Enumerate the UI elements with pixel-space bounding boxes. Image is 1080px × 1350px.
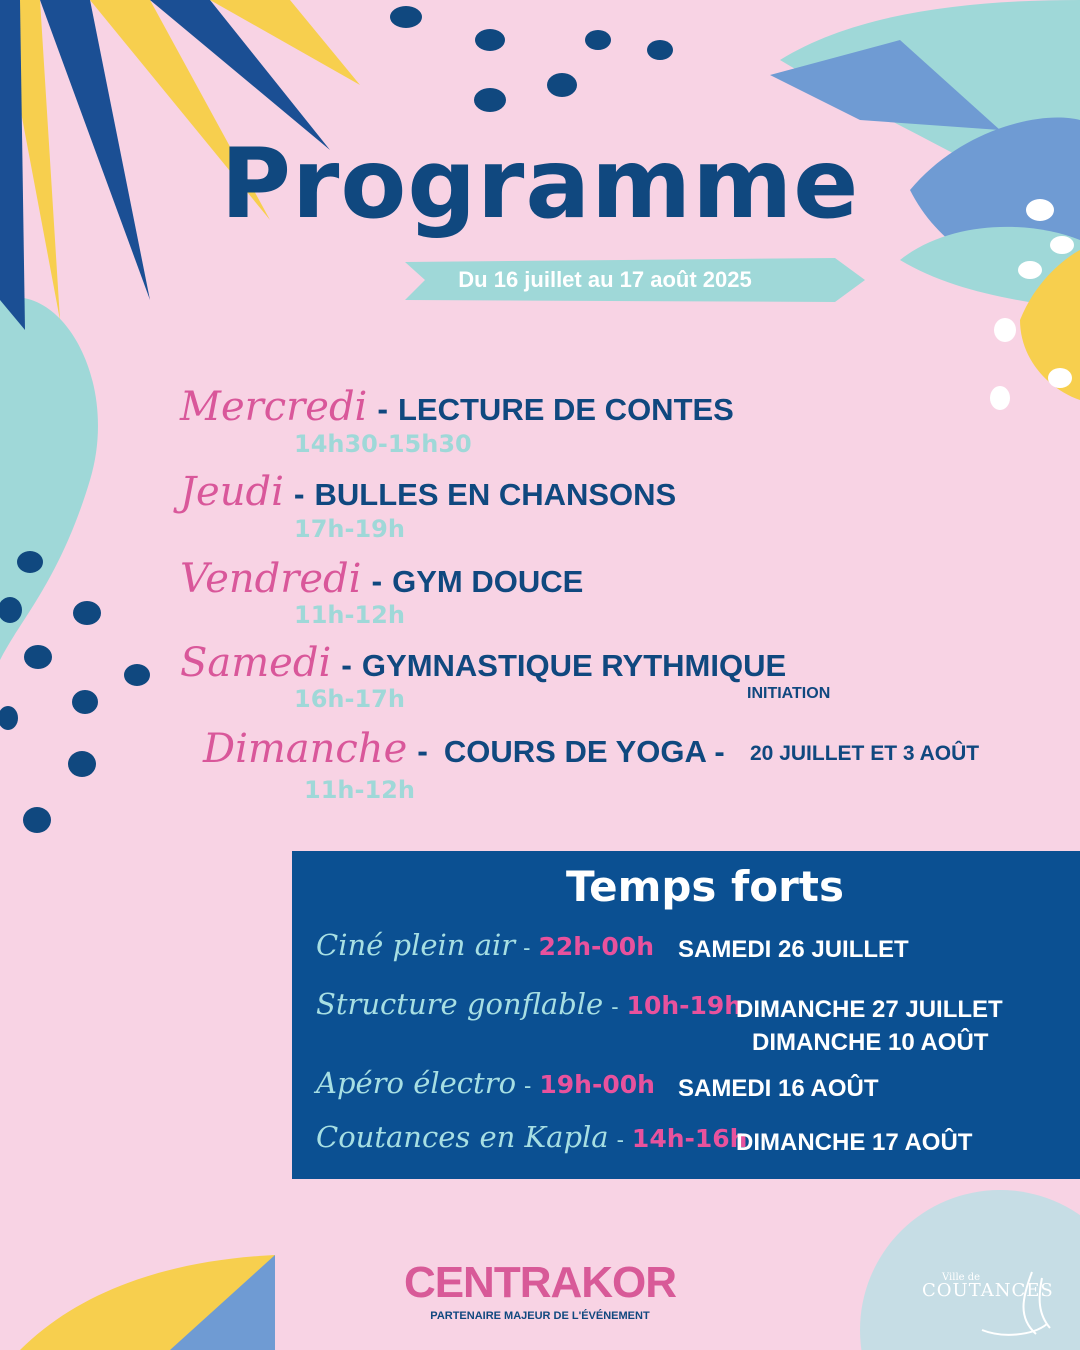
event-date: DIMANCHE 10 AOÛT [752, 1029, 989, 1056]
day-label: Jeudi [180, 469, 284, 515]
time-label: 16h-17h [294, 685, 405, 713]
activity-label: BULLES EN CHANSONS [314, 477, 677, 512]
event-name: Ciné plein air [316, 928, 516, 962]
sponsor-name: CENTRAKOR [403, 1258, 677, 1307]
programme-item-jeudi: Jeudi - BULLES EN CHANSONS [180, 469, 677, 515]
sponsor-subtitle: PARTENAIRE MAJEUR DE L'ÉVÉNEMENT [430, 1310, 650, 1322]
time-label: 11h-12h [304, 776, 415, 804]
programme-item-samedi: Samedi - GYMNASTIQUE RYTHMIQUE [180, 640, 787, 686]
activity-label: COURS DE YOGA - [443, 734, 725, 769]
note-label: 20 JUILLET ET 3 AOÛT [750, 742, 980, 765]
day-label: Vendredi [180, 556, 362, 602]
event-time: 22h-00h [538, 932, 655, 961]
temps-fort-item: Ciné plein air - 22h-00h [316, 928, 655, 962]
time-label: 11h-12h [294, 601, 405, 629]
temps-fort-item: Apéro électro - 19h-00h [316, 1066, 655, 1100]
time-label: 14h30-15h30 [294, 430, 472, 458]
time-label: 17h-19h [294, 515, 405, 543]
dots-top [390, 6, 673, 112]
activity-label: GYM DOUCE [392, 564, 584, 599]
day-label: Samedi [180, 640, 332, 686]
temps-forts-title: Temps forts [566, 862, 844, 911]
sponsor-logo [400, 1258, 680, 1322]
event-name: Structure gonflable [316, 987, 604, 1021]
note-label: INITIATION [747, 685, 831, 702]
event-time: 14h-16h [631, 1124, 748, 1153]
day-label: Dimanche [203, 726, 408, 772]
event-name: Coutances en Kapla [316, 1120, 609, 1154]
event-date: SAMEDI 16 AOÛT [678, 1075, 879, 1102]
event-date: SAMEDI 26 JUILLET [678, 936, 909, 963]
page-title: Programme [220, 128, 860, 240]
programme-item-mercredi: Mercredi - LECTURE DE CONTES [180, 384, 734, 430]
programme-item-vendredi: Vendredi - GYM DOUCE [180, 556, 584, 602]
temps-fort-item: Coutances en Kapla - 14h-16h [316, 1120, 748, 1154]
city-logo-name: COUTANCES [922, 1280, 1054, 1301]
event-time: 19h-00h [539, 1070, 655, 1099]
leaf-bottom-left [20, 1255, 275, 1350]
programme-item-dimanche: Dimanche - COURS DE YOGA - [203, 726, 725, 772]
activity-label: LECTURE DE CONTES [398, 392, 734, 427]
date-ribbon-text: Du 16 juillet au 17 août 2025 [458, 267, 752, 292]
event-date: DIMANCHE 17 AOÛT [736, 1129, 973, 1156]
activity-label: GYMNASTIQUE RYTHMIQUE [361, 648, 787, 683]
event-time: 10h-19h [626, 991, 743, 1020]
event-date: DIMANCHE 27 JUILLET [736, 996, 1003, 1023]
day-label: Mercredi [180, 384, 368, 430]
city-logo-small-text: Ville de [942, 1272, 981, 1283]
event-name: Apéro électro [316, 1066, 517, 1100]
temps-fort-item: Structure gonflable - 10h-19h [316, 987, 743, 1021]
